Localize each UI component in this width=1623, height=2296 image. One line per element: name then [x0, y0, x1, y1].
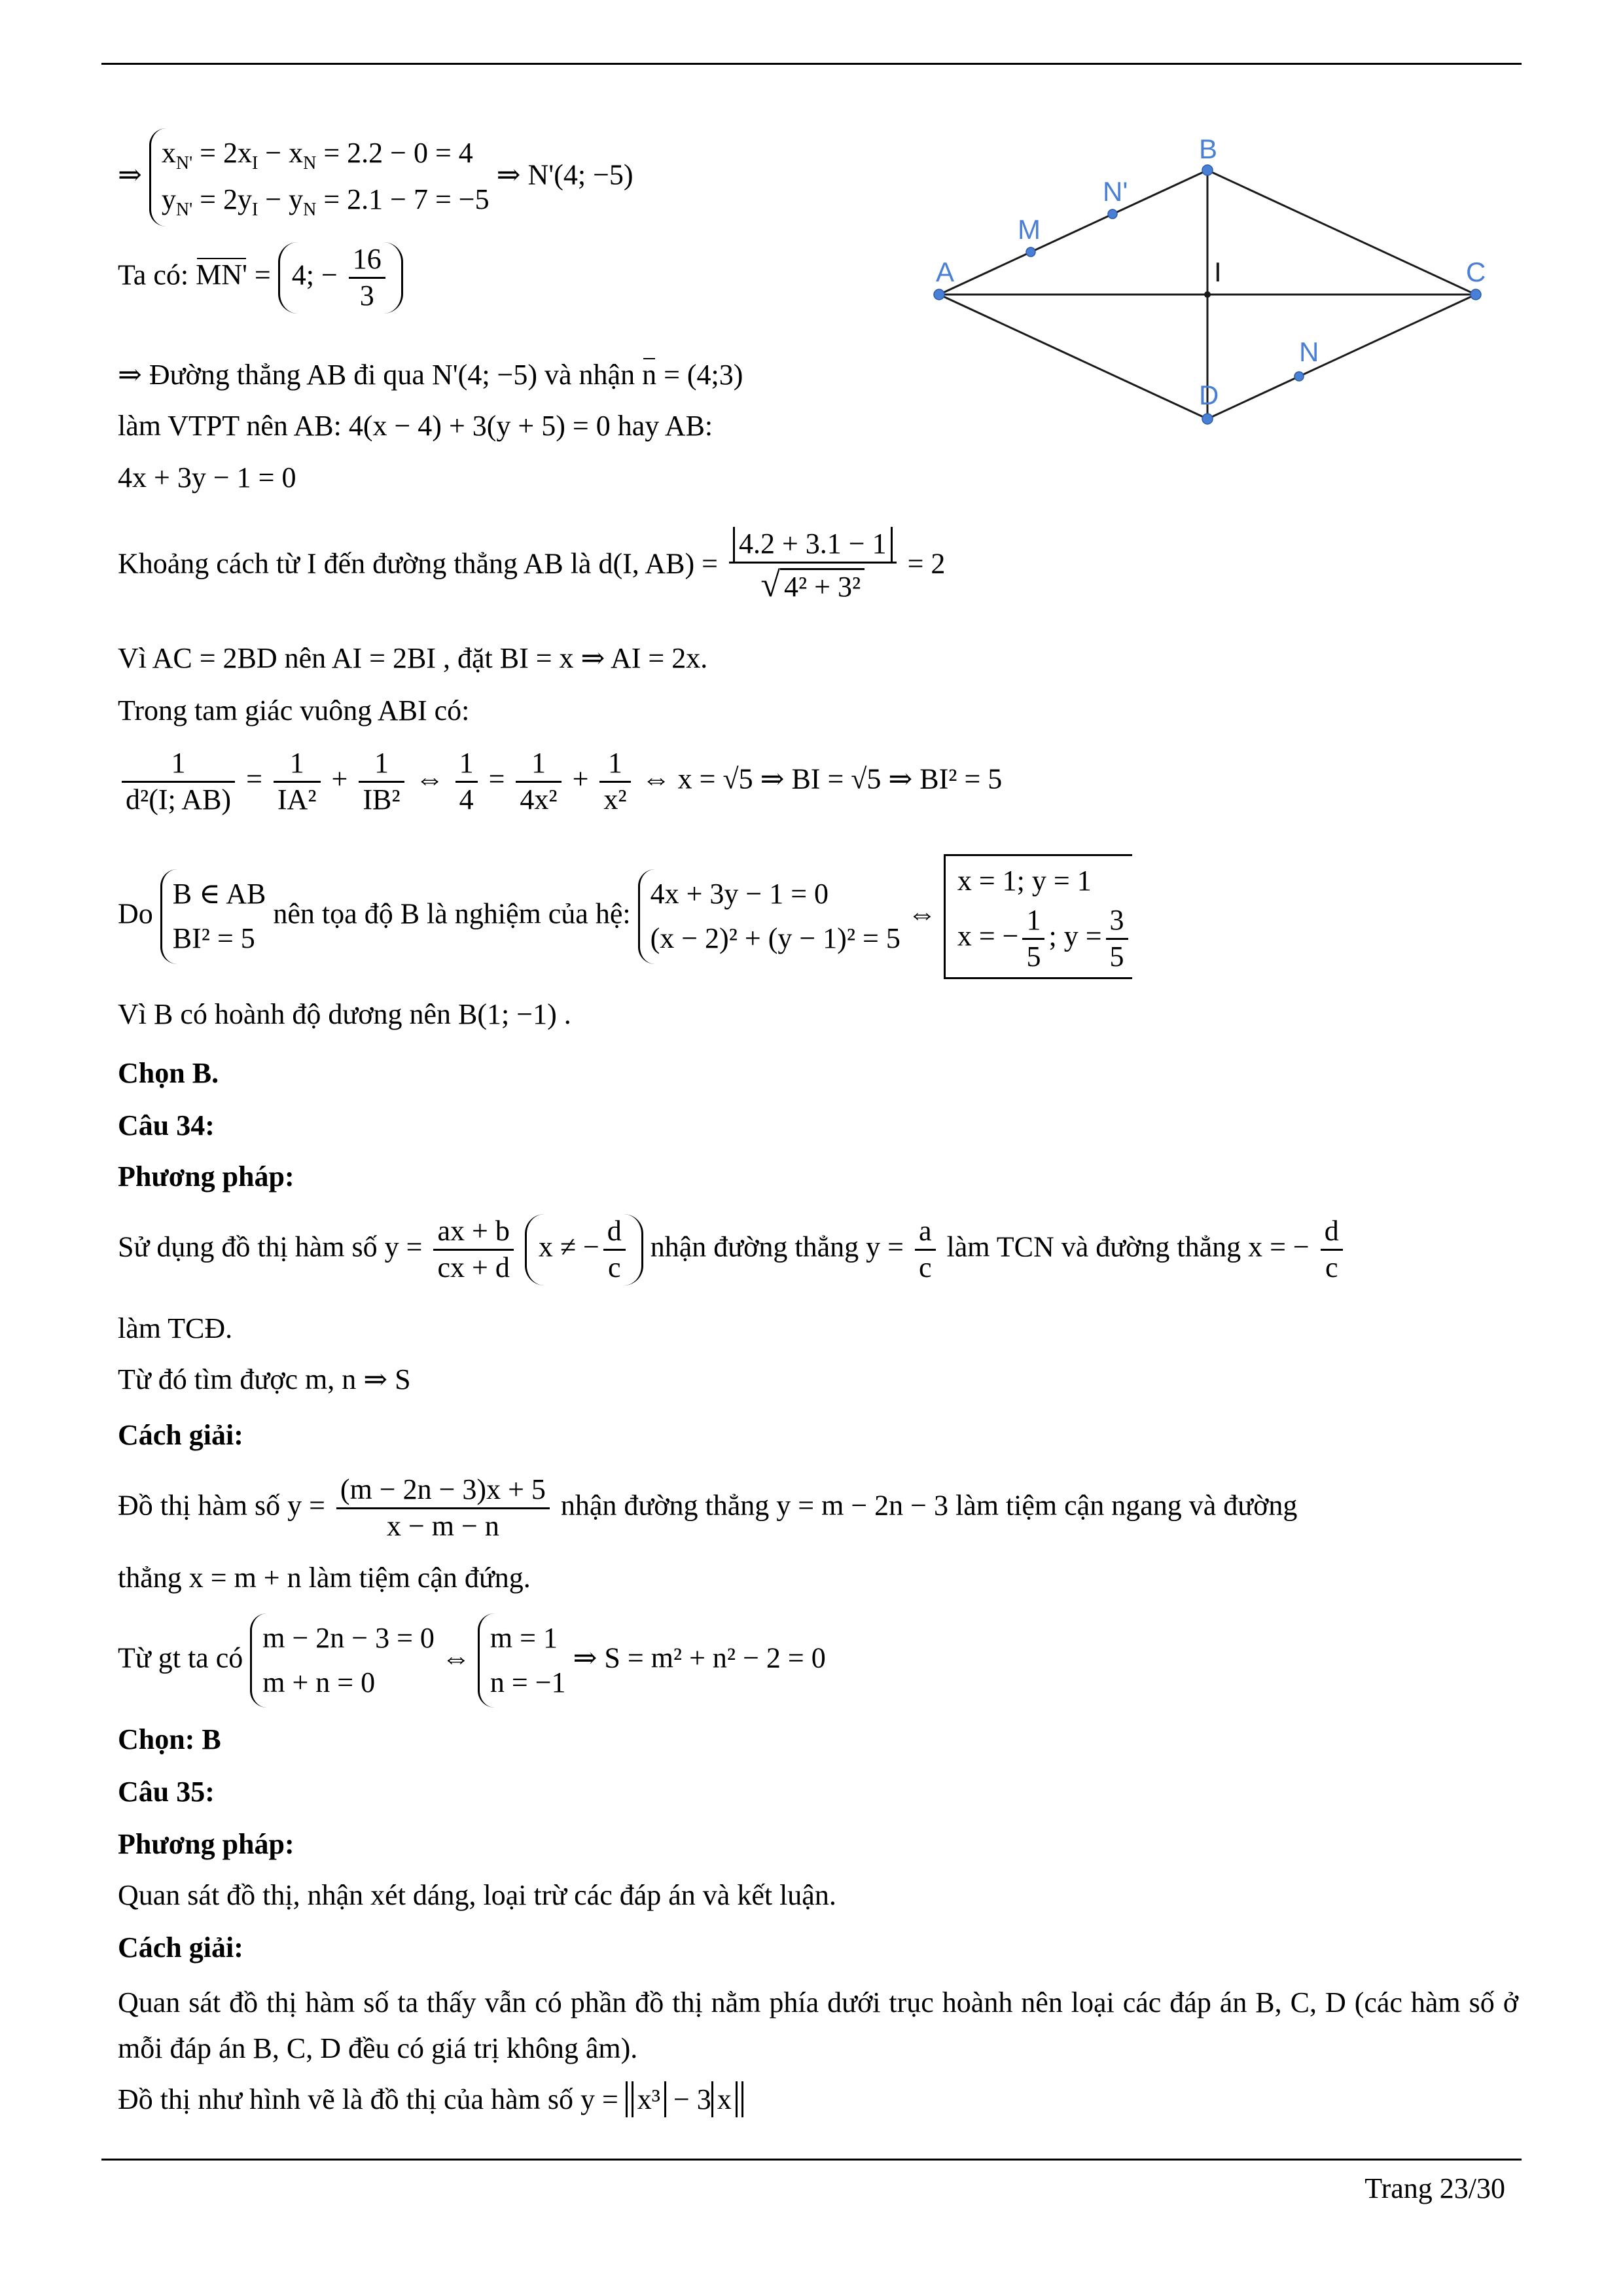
method-35: Phương pháp:	[118, 1828, 294, 1860]
positive-line: Vì B có hoành độ dương nên B(1; −1) .	[118, 998, 571, 1030]
segment-da	[939, 295, 1207, 419]
label-d: D	[1199, 380, 1219, 410]
chon-33: Chọn B.	[118, 1057, 219, 1089]
triangle-line: Trong tam giác vuông ABI có:	[118, 694, 470, 726]
point-n-prime-dot	[1108, 209, 1117, 219]
label-c: C	[1466, 257, 1486, 287]
n-prime-result: ⇒ N'(4; −5)	[496, 158, 633, 191]
ab-line-1: ⇒ Đường thẳng AB đi qua N'(4; −5) và nhận n = (4;3)	[118, 357, 743, 393]
distance-line: Khoảng cách từ I đến đường thẳng AB là d(I, AB) = $\frac{4.2 + 3.1 - 1}{\text{√ 4² + 3²}}$ = 2	[118, 528, 946, 604]
graph-34-line: Đồ thị hàm số y = $\frac{(m - 2n - 3)x + 5}{x - m - n}$ nhận đường thẳng y = m − 2n − 3 làm tiệm cận ngang và đường	[118, 1473, 1298, 1542]
method-34: Phương pháp:	[118, 1160, 294, 1193]
label-m: M	[1018, 214, 1041, 245]
footer-rule	[101, 2159, 1522, 2161]
normal-vector: n	[642, 357, 656, 393]
label-n: N	[1299, 336, 1319, 367]
rhombus-diagram	[916, 124, 1518, 439]
point-a-dot	[934, 289, 944, 300]
gt-line: Từ gt ta có m − 2n − 3 = 0 m + n = 0 ⇔ m = 1 n = −1 ⇒ S = m² + n² − 2 = 0	[118, 1613, 826, 1708]
solution-35: Cách giải:	[118, 1931, 243, 1964]
segment-bc	[1207, 170, 1476, 295]
point-b-dot	[1202, 165, 1213, 175]
method-34-text: Sử dụng đồ thị hàm số y = $\frac{ax + b}{cx + d}$ x ≠ − $\frac{d}{c}$ nhận đường thẳng y = $\frac{a}{c}$ làm TCN và đường thẳng x = − $\frac{d}{c}$	[118, 1214, 1347, 1285]
page-footer: Trang 23/30	[1364, 2172, 1505, 2204]
method-35-text: Quan sát đồ thị, nhận xét dáng, loại trừ các đáp án và kết luận.	[118, 1879, 836, 1911]
point-m-dot	[1026, 247, 1035, 257]
question-35-title: Câu 35:	[118, 1776, 215, 1808]
system-brace: $x_{N'} = 2x_I - x_N = 2.2 - 0 = 4$ $y_{N'} = 2y_I - y_N = 2.1 - 7 = -5$	[149, 128, 490, 226]
final-function-line: Đồ thị như hình vẽ là đồ thị của hàm số y = x³ − 3 x	[118, 2081, 743, 2117]
chon-34: Chọn: B	[118, 1723, 221, 1755]
label-a: A	[936, 257, 955, 287]
header-rule	[101, 63, 1522, 65]
segment-ab	[939, 170, 1207, 295]
solution-34: Cách giải:	[118, 1419, 243, 1451]
ab-line-2: làm VTPT nên AB: 4(x − 4) + 3(y + 5) = 0 hay AB:	[118, 410, 713, 442]
label-n-prime: N'	[1103, 176, 1128, 207]
point-d-dot	[1202, 414, 1213, 424]
point-n-dot	[1294, 372, 1304, 381]
segment-cd	[1207, 295, 1476, 419]
n-prime-system: ⇒ $x_{N'} = 2x_I - x_N = 2.2 - 0 = 4$ $y_{N'} = 2y_I - y_N = 2.1 - 7 = -5$ ⇒ N'(4; −5)	[118, 128, 633, 226]
find-line: Từ đó tìm được m, n ⇒ S	[118, 1363, 411, 1395]
point-i-dot	[1204, 291, 1211, 298]
question-34-title: Câu 34:	[118, 1109, 215, 1141]
method-34-end: làm TCĐ.	[118, 1312, 233, 1344]
mn-vector: MN'	[196, 257, 247, 293]
ratio-line: Vì AC = 2BD nên AI = 2BI , đặt BI = x ⇒ AI = 2x.	[118, 642, 708, 674]
equation-line: $\frac{1}{\text{d²(I; AB)}}$ = $\frac{1}{\text{IA²}}$ + $\frac{1}{\text{IB²}}$ ⇔ $\frac{1}{4}$ = $\frac{1}{\text{4x²}}$ + $\frac{1}{\text{x²}}$ ⇔ x = √5 ⇒ BI = √5 ⇒ BI² = 5	[118, 746, 1002, 817]
point-c-dot	[1471, 289, 1481, 300]
solution-35-text: Quan sát đồ thị hàm số ta thấy vẫn có phần đồ thị nằm phía dưới trục hoành nên loại các đáp án B, C, D (các hàm số ở mỗi đáp án B, C, D đều có giá trị không âm).	[118, 1986, 1518, 2065]
label-i: I	[1214, 257, 1222, 287]
graph-34-line-2: thẳng x = m + n làm tiệm cận đứng.	[118, 1562, 531, 1594]
label-b: B	[1199, 134, 1218, 164]
do-line: Do B ∈ AB BI² = 5 nên tọa độ B là nghiệm của hệ: 4x + 3y − 1 = 0 (x − 2)² + (y − 1)² = 5 ⇔ x = 1; y = 1 x = − $\frac{1}{5}$ ; y = $\frac{3}{5}$	[118, 854, 1132, 979]
mn-vector-value: 4; − $\frac{16}{3}$	[278, 242, 403, 314]
mn-vector-line: Ta có: MN' = 4; − $\frac{16}{3}$	[118, 242, 403, 314]
ab-line-3: 4x + 3y − 1 = 0	[118, 461, 296, 493]
